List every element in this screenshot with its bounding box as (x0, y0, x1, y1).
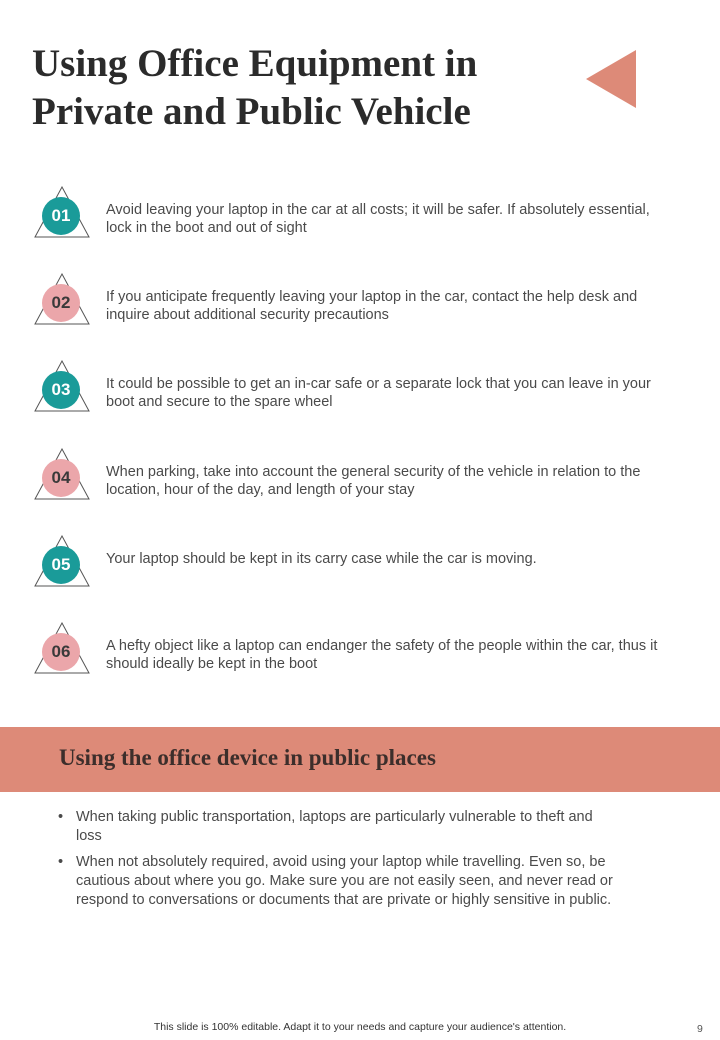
footer-note: This slide is 100% editable. Adapt it to your needs and capture your audience's attention. (153, 1021, 567, 1033)
step-item-05 (34, 535, 674, 595)
step-number-badge: 04 (42, 459, 80, 497)
step-item-01 (34, 186, 674, 246)
step-item-06 (34, 622, 674, 682)
step-number-badge: 03 (42, 371, 80, 409)
left-triangle-arrow-icon (586, 50, 636, 108)
page-number: 9 (697, 1023, 703, 1035)
step-number-badge: 05 (42, 546, 80, 584)
bullet-item (58, 808, 618, 846)
page-title: Using Office Equipment in Private and Public Vehicle (32, 42, 478, 133)
step-text: When parking, take into account the general security of the vehicle in relation to the location, hour of the day, and length of your stay (106, 464, 641, 498)
bullet-item (58, 853, 618, 910)
bullet-dot-icon: • (58, 809, 64, 825)
step-number-badge: 02 (42, 284, 80, 322)
step-text: It could be possible to get an in-car safe or a separate lock that you can leave in your boot and secure to the spare wheel (106, 376, 651, 410)
bullet-dot-icon: • (58, 854, 64, 870)
public-places-banner (0, 727, 720, 792)
step-text: A hefty object like a laptop can endanger the safety of the people within the car, thus it should ideally be kept in the boot (106, 638, 658, 672)
step-item-03 (34, 360, 674, 420)
step-item-04 (34, 448, 674, 508)
step-text: If you anticipate frequently leaving your laptop in the car, contact the help desk and inquire about additional security precautions (106, 289, 638, 323)
bullet-text: When not absolutely required, avoid using your laptop while travelling. Even so, be cautious about where you go. Make sure you are not easily seen, and never read or respond to conversations or documents that are private or highly sensitive in public. (76, 854, 613, 908)
step-number-badge: 01 (42, 197, 80, 235)
step-text: Your laptop should be kept in its carry case while the car is moving. (106, 551, 537, 567)
step-item-02 (34, 273, 674, 333)
bullet-text: When taking public transportation, laptops are particularly vulnerable to theft and loss (76, 809, 593, 844)
step-number-badge: 06 (42, 633, 80, 671)
public-places-heading: Using the office device in public places (59, 745, 436, 770)
public-places-bullet-list (58, 808, 618, 917)
step-text: Avoid leaving your laptop in the car at all costs; it will be safer. If absolutely essential, lock in the boot and out of sight (106, 202, 650, 236)
